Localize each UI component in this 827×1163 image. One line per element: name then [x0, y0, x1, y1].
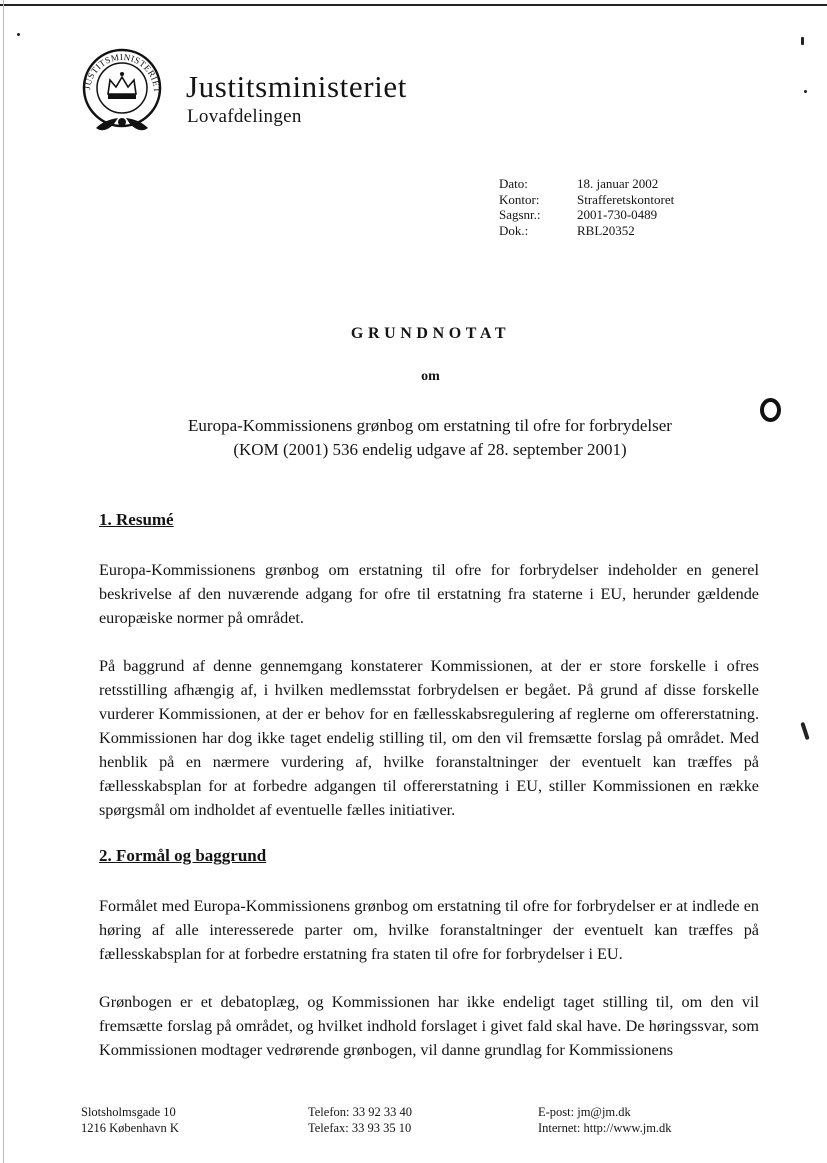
section-paragraph: Grønbogen er et debatoplæg, og Kommissionen har ikke endeligt taget stilling til, om den vil fremsætte forslag på området, og hvilket indhold forslaget i givet fald skal have. De høringssvar, som Kommissionen modtager vedrørende grønbogen, vil danne grundlag for Kommissionens	[99, 993, 759, 1059]
scan-mark	[800, 722, 809, 740]
meta-value: 18. januar 2002	[577, 176, 659, 191]
footer-address-line: Slotsholmsgade 10	[81, 1105, 176, 1119]
footer-email: E-post: jm@jm.dk	[538, 1105, 631, 1119]
footer-fax-number: Telefax: 33 93 35 10	[308, 1121, 412, 1135]
document-subject	[150, 414, 710, 462]
section-heading-resume: 1. Resumé	[99, 510, 174, 529]
meta-row-document	[499, 223, 674, 239]
scan-speck	[17, 33, 20, 36]
footer-address	[81, 1104, 179, 1136]
scan-top-border	[0, 4, 827, 6]
hole-punch-mark	[760, 398, 781, 422]
meta-row-case-number	[499, 207, 674, 223]
meta-row-date	[499, 176, 674, 192]
footer-phone-number: Telefon: 33 92 33 40	[308, 1105, 412, 1119]
org-name: Justitsministeriet	[186, 69, 407, 104]
document-title: GRUNDNOTAT	[350, 325, 511, 342]
meta-label: Dato:	[499, 176, 528, 191]
department-name: Lovafdelingen	[187, 106, 302, 127]
subject-line: Europa-Kommissionens grønbog om erstatning til ofre for forbrydelser	[188, 416, 672, 435]
footer-website: Internet: http://www.jm.dk	[538, 1121, 672, 1135]
footer-phone	[308, 1104, 412, 1136]
footer-address-line: 1216 København K	[81, 1121, 179, 1135]
meta-label: Dok.:	[499, 222, 529, 238]
scan-speck	[804, 90, 807, 93]
scan-speck	[801, 37, 804, 45]
section-paragraph: Europa-Kommissionens grønbog om erstatning til ofre for forbrydelser indeholder en generel beskrivelse af den nuværende adgang for ofre til erstatning fra staterne i EU, herunder gældende europæiske normer på området.	[99, 561, 759, 627]
meta-value: 2001-730-0489	[577, 207, 658, 222]
footer-contact	[538, 1104, 672, 1136]
document-meta-table	[499, 176, 674, 238]
svg-text:JUSTITSMINISTERIET: JUSTITSMINISTERIET	[82, 51, 163, 94]
ministry-seal-logo	[74, 44, 170, 140]
section-paragraph: På baggrund af denne gennemgang konstaterer Kommissionen, at der er store forskelle i ofres retsstilling afhængig af, i hvilken medlemsstat forbrydelsen er begået. På grund af disse forskelle vurderer Kommissionen, at der er behov for en fællesskabsregulering af reglerne om offererstatning. Kommissionen har dog ikke taget endelig stilling til, om den vil fremsætte forslag på området. Med henblik på en nærmere vurdering af, hvilke foranstaltninger der eventuelt kan træffes på fællesskabsplan for at forbedre adgangen til offererstatning i EU, stiller Kommissionen en række spørgsmål om indholdet af eventuelle fælles initiativer.	[99, 657, 759, 819]
meta-row-office	[499, 192, 674, 208]
section-paragraph: Formålet med Europa-Kommissionens grønbog om erstatning til ofre for forbrydelser er at indlede en høring af alle interesserede parter om, hvilke foranstaltninger der eventuelt kan træffes på fællesskabsplan for at forbedre erstatning fra staten til ofre for forbrydelser i EU.	[99, 897, 759, 963]
meta-label: Sagsnr.:	[499, 207, 541, 222]
section-heading-purpose: 2. Formål og baggrund	[99, 846, 267, 865]
title-connector: om	[421, 369, 440, 384]
meta-label: Kontor:	[499, 191, 540, 207]
meta-value: Strafferetskontoret	[577, 191, 675, 207]
meta-value: RBL20352	[577, 222, 635, 238]
scan-left-edge	[3, 0, 4, 1163]
subject-line: (KOM (2001) 536 endelig udgave af 28. september 2001)	[233, 440, 627, 459]
